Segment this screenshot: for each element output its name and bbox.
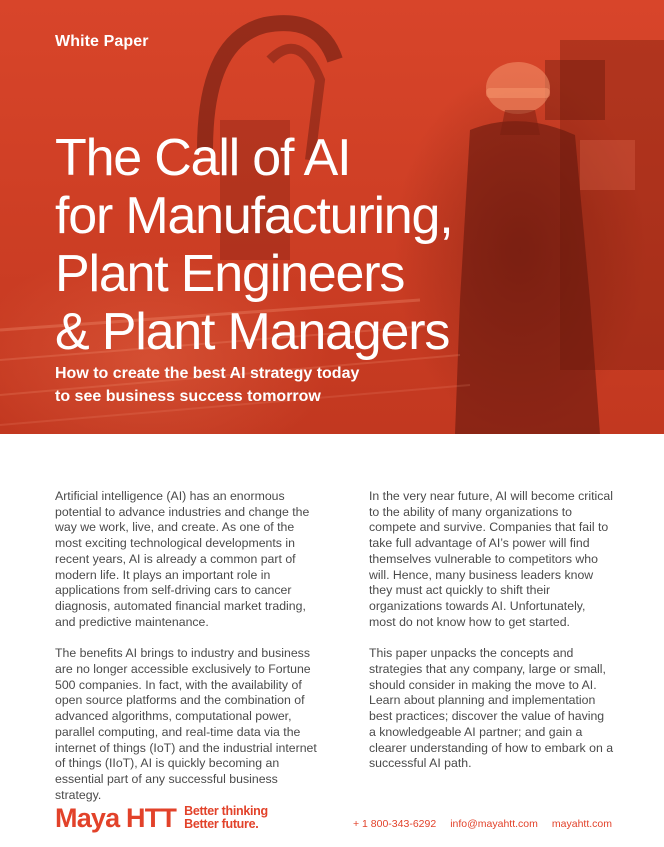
document-type-label: White Paper xyxy=(55,33,149,50)
company-logo xyxy=(55,805,268,832)
phone-link[interactable]: + 1 800-343-6292 xyxy=(352,818,437,830)
contact-info xyxy=(353,818,612,830)
tagline-line: Better thinking xyxy=(184,804,268,818)
logo-wordmark: Maya HTT xyxy=(55,803,177,833)
title-line: & Plant Managers xyxy=(55,303,450,361)
body-paragraph: This paper unpacks the concepts and strategies that any company, large or small, should consider in making the move to AI. Learn about planning and implementation best practices; discover the value of having a knowledgeable AI partner; and gain a clearer understanding of how to embark on a successful AI path. xyxy=(369,646,614,771)
title-line: The Call of AI xyxy=(55,129,351,187)
subtitle-line: to see business success tomorrow xyxy=(55,388,321,405)
page-title xyxy=(55,129,453,361)
page-subtitle xyxy=(55,362,359,408)
logo-tagline xyxy=(184,805,268,832)
body-paragraph: The benefits AI brings to industry and business are no longer accessible exclusively to Fortune 500 companies. In fact, with the availability of open source platforms and the combination of advanced algorithms, computational power, parallel computing, and real-time data via the internet of things (IoT) and the industrial internet of things (IIoT), AI is quickly becoming an essential part of any successful business strategy. xyxy=(55,646,317,802)
body-paragraph: In the very near future, AI will become critical to the ability of many organizations to compete and survive. Companies that fail to take full advantage of AI’s power will find themselves vulnerable to competitors who will. Hence, many business leaders know they must act quickly to shift their organizations towards AI. Unfortunately, most do not know how to get started. xyxy=(369,489,613,629)
body-paragraph: Artificial intelligence (AI) has an enormous potential to advance industries and change the way we work, live, and create. As one of the most exciting technological developments in recent years, AI is already a common part of modern life. It plays an important role in applications from self-driving cars to cancer diagnosis, automated financial market trading, and predictive maintenance. xyxy=(55,489,310,629)
body-column-left xyxy=(55,489,323,819)
title-line: for Manufacturing, xyxy=(55,187,453,245)
subtitle-line: How to create the best AI strategy today xyxy=(55,365,360,382)
email-link[interactable]: info@mayahtt.com xyxy=(450,818,538,830)
title-line: Plant Engineers xyxy=(55,245,405,303)
tagline-line: Better future. xyxy=(184,816,259,831)
website-link[interactable]: mayahtt.com xyxy=(551,818,612,830)
body-column-right xyxy=(369,489,614,788)
